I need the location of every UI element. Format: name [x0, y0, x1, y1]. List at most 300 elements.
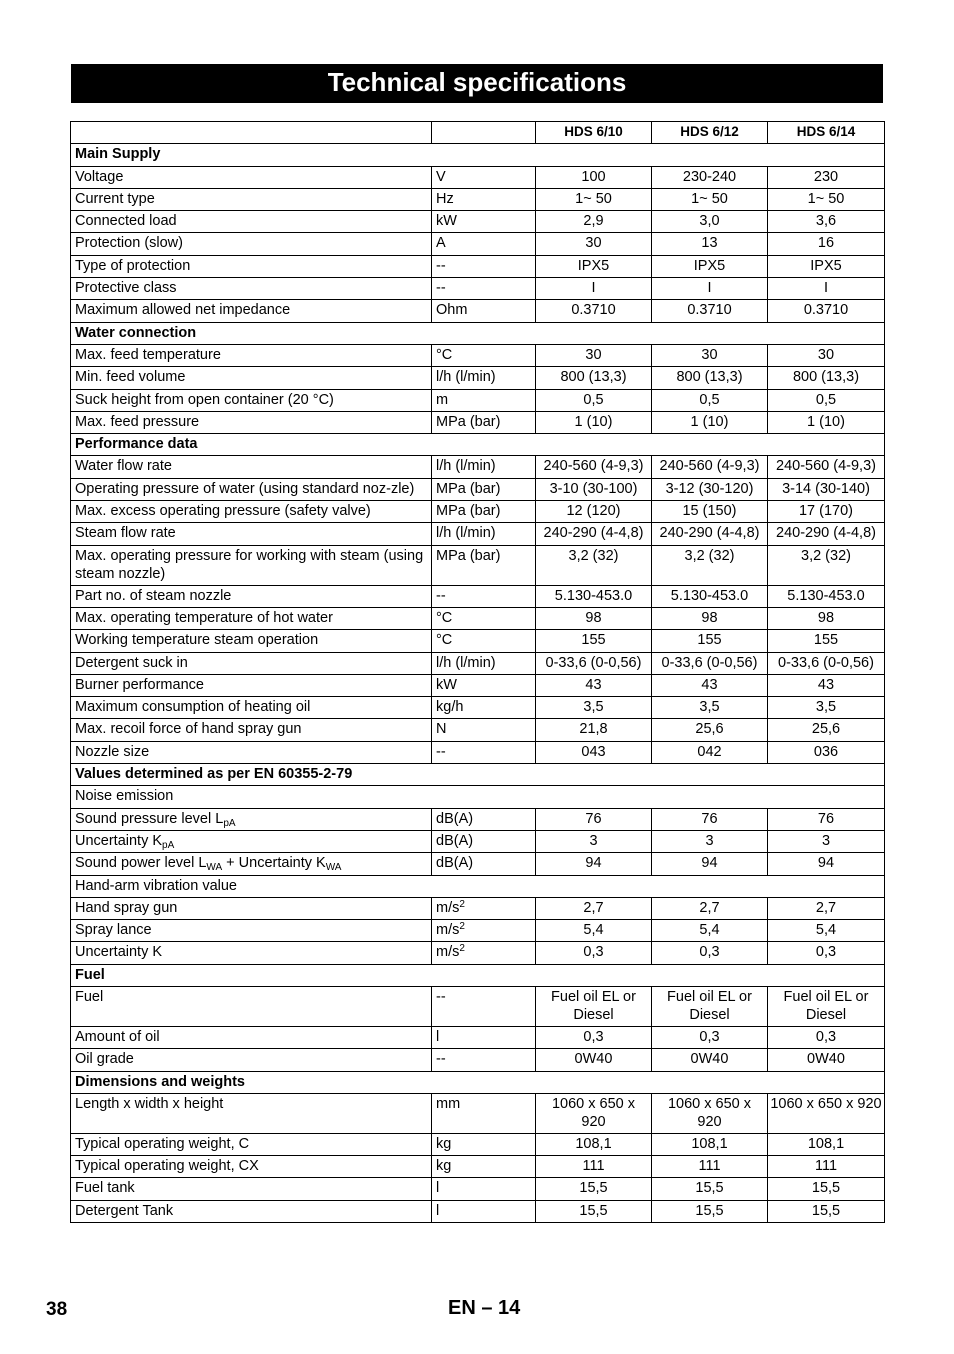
spec-label-cell [71, 674, 432, 696]
section-heading: Dimensions and weights [71, 1071, 885, 1093]
spec-unit-cell [432, 1156, 536, 1178]
spec-value-cell: 3 [536, 830, 652, 852]
spec-value-cell: 3,5 [652, 697, 768, 719]
spec-unit: dB(A) [436, 810, 474, 827]
spec-value-cell: 3 [768, 830, 885, 852]
spec-unit: l/h (l/min) [436, 369, 496, 386]
section-heading-row [71, 434, 885, 456]
spec-label: Hand spray gun [75, 899, 178, 916]
spec-label-cell [71, 545, 432, 585]
spec-label-cell [71, 233, 432, 255]
spec-value-cell: 111 [768, 1156, 885, 1178]
spec-value-cell: 800 (13,3) [652, 367, 768, 389]
spec-value-cell: 13 [652, 233, 768, 255]
spec-value-cell: 111 [536, 1156, 652, 1178]
spec-value-cell: 0,5 [652, 389, 768, 411]
spec-label: Part no. of steam nozzle [75, 587, 232, 604]
table-row [71, 1178, 885, 1200]
spec-value-cell: 111 [652, 1156, 768, 1178]
spec-value-cell: I [652, 278, 768, 300]
subsection-label: Noise emission [71, 786, 885, 808]
spec-value-cell: Fuel oil EL or Diesel [536, 986, 652, 1026]
spec-value-cell: 98 [536, 607, 652, 629]
spec-unit: m/s [436, 944, 460, 961]
spec-label-cell [71, 830, 432, 852]
spec-value-cell: 76 [652, 808, 768, 830]
table-row [71, 300, 885, 322]
spec-label: Protection (slow) [75, 235, 183, 252]
spec-label: Protective class [75, 280, 177, 297]
spec-unit-cell [432, 853, 536, 875]
spec-unit: kW [436, 213, 457, 230]
spec-label: Detergent Tank [75, 1202, 174, 1219]
table-row [71, 389, 885, 411]
spec-value-cell: 230-240 [652, 166, 768, 188]
spec-unit: -- [436, 280, 446, 297]
spec-value-cell: 3,2 (32) [768, 545, 885, 585]
page-title: Technical specifications [71, 64, 883, 103]
spec-value-cell: 15,5 [536, 1178, 652, 1200]
table-row [71, 188, 885, 210]
spec-unit-cell [432, 830, 536, 852]
spec-label-cell [71, 652, 432, 674]
section-heading: Fuel [71, 964, 885, 986]
spec-unit: m [436, 391, 449, 408]
spec-value-cell: 15,5 [652, 1178, 768, 1200]
spec-value-cell: 043 [536, 741, 652, 763]
spec-value-cell: IPX5 [536, 255, 652, 277]
spec-label-cell [71, 607, 432, 629]
spec-value-cell: 108,1 [652, 1133, 768, 1155]
section-heading: Water connection [71, 322, 885, 344]
spec-value-cell: 3 [652, 830, 768, 852]
spec-label: Nozzle size [75, 743, 150, 760]
spec-label: Working temperature steam operation [75, 632, 319, 649]
spec-label-cell [71, 942, 432, 964]
spec-unit: MPa (bar) [436, 547, 501, 564]
header-cell-unit [432, 122, 536, 144]
spec-value-cell: IPX5 [652, 255, 768, 277]
spec-value-cell: 76 [768, 808, 885, 830]
spec-value-cell: 25,6 [652, 719, 768, 741]
table-row [71, 1133, 885, 1155]
spec-label: Current type [75, 190, 155, 207]
spec-value-cell: 155 [652, 630, 768, 652]
table-row [71, 411, 885, 433]
spec-unit-cell [432, 808, 536, 830]
spec-value-cell: 98 [652, 607, 768, 629]
spec-unit: dB(A) [436, 832, 474, 849]
table-row [71, 652, 885, 674]
spec-unit-cell [432, 741, 536, 763]
spec-table-body [71, 122, 885, 1223]
spec-value-cell: 15,5 [768, 1178, 885, 1200]
spec-label: Burner performance [75, 676, 204, 693]
spec-unit-cell [432, 630, 536, 652]
spec-label: Water flow rate [75, 458, 172, 475]
table-row [71, 808, 885, 830]
spec-value-cell: 1060 x 650 x 920 [768, 1093, 885, 1133]
spec-label-subscript: pA [162, 839, 175, 851]
table-row [71, 233, 885, 255]
spec-label: Max. excess operating pressure (safety valve) [75, 503, 371, 520]
spec-value-cell: 3,2 (32) [536, 545, 652, 585]
table-row [71, 942, 885, 964]
table-row [71, 545, 885, 585]
spec-value-cell: 2,9 [536, 211, 652, 233]
table-row [71, 830, 885, 852]
spec-label: Voltage [75, 168, 124, 185]
spec-label: Amount of oil [75, 1028, 160, 1045]
table-row [71, 607, 885, 629]
spec-label-cell [71, 897, 432, 919]
table-row [71, 523, 885, 545]
section-heading-row [71, 1071, 885, 1093]
spec-unit: l/h (l/min) [436, 458, 496, 475]
spec-value-cell: 1060 x 650 x 920 [536, 1093, 652, 1133]
spec-value-cell: 240-560 (4-9,3) [536, 456, 652, 478]
spec-unit-cell [432, 1049, 536, 1071]
spec-label-cell [71, 188, 432, 210]
header-cell-model-3: HDS 6/14 [768, 122, 885, 144]
spec-unit: -- [436, 1051, 446, 1068]
spec-value-cell: 042 [652, 741, 768, 763]
spec-unit: -- [436, 587, 446, 604]
spec-label: Fuel tank [75, 1180, 135, 1197]
spec-label-cell [71, 478, 432, 500]
spec-unit-cell [432, 1200, 536, 1222]
spec-unit-cell [432, 501, 536, 523]
spec-value-cell: 3-14 (30-140) [768, 478, 885, 500]
spec-unit-cell [432, 456, 536, 478]
spec-label-cell [71, 278, 432, 300]
spec-value-cell: 5,4 [536, 920, 652, 942]
section-heading-row [71, 764, 885, 786]
table-row [71, 255, 885, 277]
spec-value-cell: 5,4 [768, 920, 885, 942]
spec-value-cell: 17 (170) [768, 501, 885, 523]
spec-value-cell: 15,5 [536, 1200, 652, 1222]
spec-value-cell: 0.3710 [652, 300, 768, 322]
spec-value-cell: 43 [652, 674, 768, 696]
spec-unit-cell [432, 545, 536, 585]
spec-value-cell: 1~ 50 [768, 188, 885, 210]
table-row [71, 456, 885, 478]
spec-value-cell: 800 (13,3) [536, 367, 652, 389]
subsection-row [71, 875, 885, 897]
spec-label: Detergent suck in [75, 654, 188, 671]
spec-unit-cell [432, 697, 536, 719]
spec-unit: MPa (bar) [436, 413, 501, 430]
table-row [71, 1200, 885, 1222]
spec-value-cell: 30 [768, 344, 885, 366]
spec-label-cell [71, 630, 432, 652]
spec-label-cell [71, 1049, 432, 1071]
table-row [71, 1093, 885, 1133]
spec-unit-cell [432, 300, 536, 322]
spec-label: Oil grade [75, 1051, 134, 1068]
spec-unit: -- [436, 743, 446, 760]
spec-label: Max. feed pressure [75, 413, 200, 430]
spec-unit: kW [436, 676, 457, 693]
table-row [71, 741, 885, 763]
spec-label-cell [71, 1093, 432, 1133]
page-label: EN – 14 [448, 1297, 521, 1319]
spec-label: Typical operating weight, C [75, 1135, 250, 1152]
spec-unit: l [436, 1180, 440, 1197]
spec-value-cell: 15 (150) [652, 501, 768, 523]
spec-label-continued: + Uncertainty K [222, 855, 326, 872]
spec-value-cell: 0.3710 [768, 300, 885, 322]
spec-value-cell: 0-33,6 (0-0,56) [536, 652, 652, 674]
spec-unit: kg [436, 1135, 452, 1152]
spec-label-cell [71, 1026, 432, 1048]
spec-unit-cell [432, 1026, 536, 1048]
spec-label-cell [71, 300, 432, 322]
spec-value-cell: Fuel oil EL or Diesel [652, 986, 768, 1026]
spec-value-cell: 21,8 [536, 719, 652, 741]
spec-unit: A [436, 235, 446, 252]
section-heading: Values determined as per EN 60355-2-79 [71, 764, 885, 786]
spec-value-cell: 0,5 [536, 389, 652, 411]
table-row [71, 1156, 885, 1178]
spec-value-cell: 100 [536, 166, 652, 188]
spec-value-cell: 3,6 [768, 211, 885, 233]
spec-label-subscript: WA [206, 862, 223, 874]
spec-unit: -- [436, 988, 446, 1005]
spec-value-cell: I [536, 278, 652, 300]
spec-value-cell: 0,3 [536, 1026, 652, 1048]
spec-value-cell: 16 [768, 233, 885, 255]
spec-unit-cell [432, 411, 536, 433]
table-row [71, 897, 885, 919]
spec-unit: °C [436, 632, 453, 649]
spec-unit-cell [432, 523, 536, 545]
spec-label-subscript: pA [223, 817, 236, 829]
spec-unit: m/s [436, 899, 460, 916]
spec-unit-cell [432, 367, 536, 389]
spec-value-cell: 43 [768, 674, 885, 696]
spec-value-cell: 2,7 [652, 897, 768, 919]
spec-unit: MPa (bar) [436, 503, 501, 520]
section-heading-row [71, 144, 885, 166]
section-heading-row [71, 964, 885, 986]
table-header-row [71, 122, 885, 144]
spec-label: Length x width x height [75, 1095, 224, 1112]
table-row [71, 367, 885, 389]
spec-label: Max. feed temperature [75, 346, 221, 363]
spec-value-cell: 108,1 [536, 1133, 652, 1155]
spec-value-cell: 1~ 50 [536, 188, 652, 210]
spec-unit: V [436, 168, 446, 185]
subsection-row [71, 786, 885, 808]
spec-value-cell: 155 [536, 630, 652, 652]
spec-unit-cell [432, 897, 536, 919]
spec-value-cell: 240-290 (4-4,8) [536, 523, 652, 545]
spec-value-cell: 0,3 [652, 942, 768, 964]
spec-value-cell: 0,3 [768, 1026, 885, 1048]
spec-label-cell [71, 741, 432, 763]
table-row [71, 1026, 885, 1048]
spec-label-cell [71, 411, 432, 433]
spec-label: Spray lance [75, 922, 152, 939]
section-heading: Performance data [71, 434, 885, 456]
spec-value-cell: 30 [652, 344, 768, 366]
spec-value-cell: Fuel oil EL or Diesel [768, 986, 885, 1026]
table-row [71, 986, 885, 1026]
table-row [71, 674, 885, 696]
spec-label-cell [71, 920, 432, 942]
spec-label-subscript: WA [325, 862, 342, 874]
spec-unit-cell [432, 719, 536, 741]
spec-value-cell: 15,5 [652, 1200, 768, 1222]
spec-value-cell: 5,4 [652, 920, 768, 942]
spec-label-cell [71, 367, 432, 389]
spec-unit-cell [432, 674, 536, 696]
subsection-label: Hand-arm vibration value [71, 875, 885, 897]
spec-label: Sound pressure level L [75, 810, 224, 827]
spec-label: Suck height from open container (20 °C) [75, 391, 334, 408]
spec-value-cell: 230 [768, 166, 885, 188]
spec-unit-cell [432, 1133, 536, 1155]
spec-unit-cell [432, 942, 536, 964]
table-row [71, 278, 885, 300]
spec-label: Sound power level L [75, 855, 207, 872]
spec-label-cell [71, 585, 432, 607]
spec-unit: mm [436, 1095, 461, 1112]
spec-unit-cell [432, 188, 536, 210]
spec-label-cell [71, 166, 432, 188]
spec-value-cell: 98 [768, 607, 885, 629]
spec-value-cell: 3,2 (32) [652, 545, 768, 585]
spec-unit: °C [436, 346, 453, 363]
spec-value-cell: 3,5 [768, 697, 885, 719]
spec-unit-cell [432, 166, 536, 188]
spec-label: Steam flow rate [75, 525, 176, 542]
spec-value-cell: 12 (120) [536, 501, 652, 523]
section-heading: Main Supply [71, 144, 885, 166]
table-row [71, 630, 885, 652]
table-row [71, 478, 885, 500]
spec-label-cell [71, 389, 432, 411]
spec-unit-cell [432, 344, 536, 366]
spec-unit-cell [432, 920, 536, 942]
spec-label-cell [71, 697, 432, 719]
spec-value-cell: 240-560 (4-9,3) [768, 456, 885, 478]
spec-value-cell: 0W40 [768, 1049, 885, 1071]
spec-unit: l [436, 1202, 440, 1219]
spec-value-cell: 3,5 [536, 697, 652, 719]
spec-value-cell: 0,3 [652, 1026, 768, 1048]
spec-unit-cell [432, 478, 536, 500]
spec-value-cell: 5.130-453.0 [652, 585, 768, 607]
spec-value-cell: 155 [768, 630, 885, 652]
spec-value-cell: IPX5 [768, 255, 885, 277]
spec-label-cell [71, 986, 432, 1026]
spec-unit: MPa (bar) [436, 480, 501, 497]
spec-label: Max. recoil force of hand spray gun [75, 721, 302, 738]
spec-value-cell: 108,1 [768, 1133, 885, 1155]
spec-value-cell: 240-290 (4-4,8) [768, 523, 885, 545]
spec-unit: l/h (l/min) [436, 525, 496, 542]
page-number: 38 [46, 1299, 68, 1320]
spec-label-cell [71, 1156, 432, 1178]
spec-label: Max. operating pressure for working with steam (using steam nozzle) [75, 547, 424, 582]
spec-value-cell: 2,7 [768, 897, 885, 919]
spec-unit-cell [432, 1178, 536, 1200]
table-row [71, 585, 885, 607]
spec-unit: dB(A) [436, 855, 474, 872]
header-cell-model-1: HDS 6/10 [536, 122, 652, 144]
spec-value-cell: 94 [768, 853, 885, 875]
spec-label: Maximum allowed net impedance [75, 302, 291, 319]
spec-value-cell: 76 [536, 808, 652, 830]
spec-label-cell [71, 1133, 432, 1155]
spec-value-cell: 0W40 [652, 1049, 768, 1071]
spec-value-cell: 1 (10) [536, 411, 652, 433]
spec-unit-cell [432, 278, 536, 300]
spec-label: Fuel [75, 988, 104, 1005]
spec-unit-superscript: 2 [459, 943, 465, 955]
spec-unit: kg [436, 1158, 452, 1175]
spec-label: Connected load [75, 213, 177, 230]
spec-label-cell [71, 501, 432, 523]
spec-label-cell [71, 808, 432, 830]
spec-unit-cell [432, 585, 536, 607]
spec-value-cell: 15,5 [768, 1200, 885, 1222]
spec-value-cell: 94 [652, 853, 768, 875]
spec-unit: N [436, 721, 447, 738]
table-row [71, 853, 885, 875]
spec-label: Max. operating temperature of hot water [75, 609, 333, 626]
spec-label-cell [71, 1200, 432, 1222]
spec-value-cell: 0.3710 [536, 300, 652, 322]
spec-label: Maximum consumption of heating oil [75, 699, 311, 716]
header-cell-label [71, 122, 432, 144]
spec-value-cell: 30 [536, 344, 652, 366]
spec-value-cell: 0-33,6 (0-0,56) [768, 652, 885, 674]
spec-unit-cell [432, 389, 536, 411]
spec-unit-cell [432, 652, 536, 674]
spec-label-cell [71, 1178, 432, 1200]
spec-label: Typical operating weight, CX [75, 1158, 259, 1175]
spec-value-cell: 1~ 50 [652, 188, 768, 210]
spec-value-cell: 2,7 [536, 897, 652, 919]
table-row [71, 211, 885, 233]
spec-value-cell: 240-290 (4-4,8) [652, 523, 768, 545]
spec-unit: l [436, 1028, 440, 1045]
spec-value-cell: I [768, 278, 885, 300]
spec-value-cell: 240-560 (4-9,3) [652, 456, 768, 478]
spec-label: Operating pressure of water (using standard noz-zle) [75, 480, 415, 497]
spec-value-cell: 94 [536, 853, 652, 875]
spec-value-cell: 3-12 (30-120) [652, 478, 768, 500]
spec-value-cell: 0W40 [536, 1049, 652, 1071]
spec-value-cell: 30 [536, 233, 652, 255]
spec-unit-cell [432, 986, 536, 1026]
spec-label: Type of protection [75, 257, 191, 274]
table-row [71, 166, 885, 188]
spec-label-cell [71, 456, 432, 478]
spec-value-cell: 1 (10) [652, 411, 768, 433]
spec-label-cell [71, 344, 432, 366]
spec-label-cell [71, 719, 432, 741]
spec-value-cell: 5.130-453.0 [536, 585, 652, 607]
spec-unit: kg/h [436, 699, 464, 716]
spec-label-cell [71, 211, 432, 233]
table-row [71, 501, 885, 523]
spec-unit-cell [432, 255, 536, 277]
